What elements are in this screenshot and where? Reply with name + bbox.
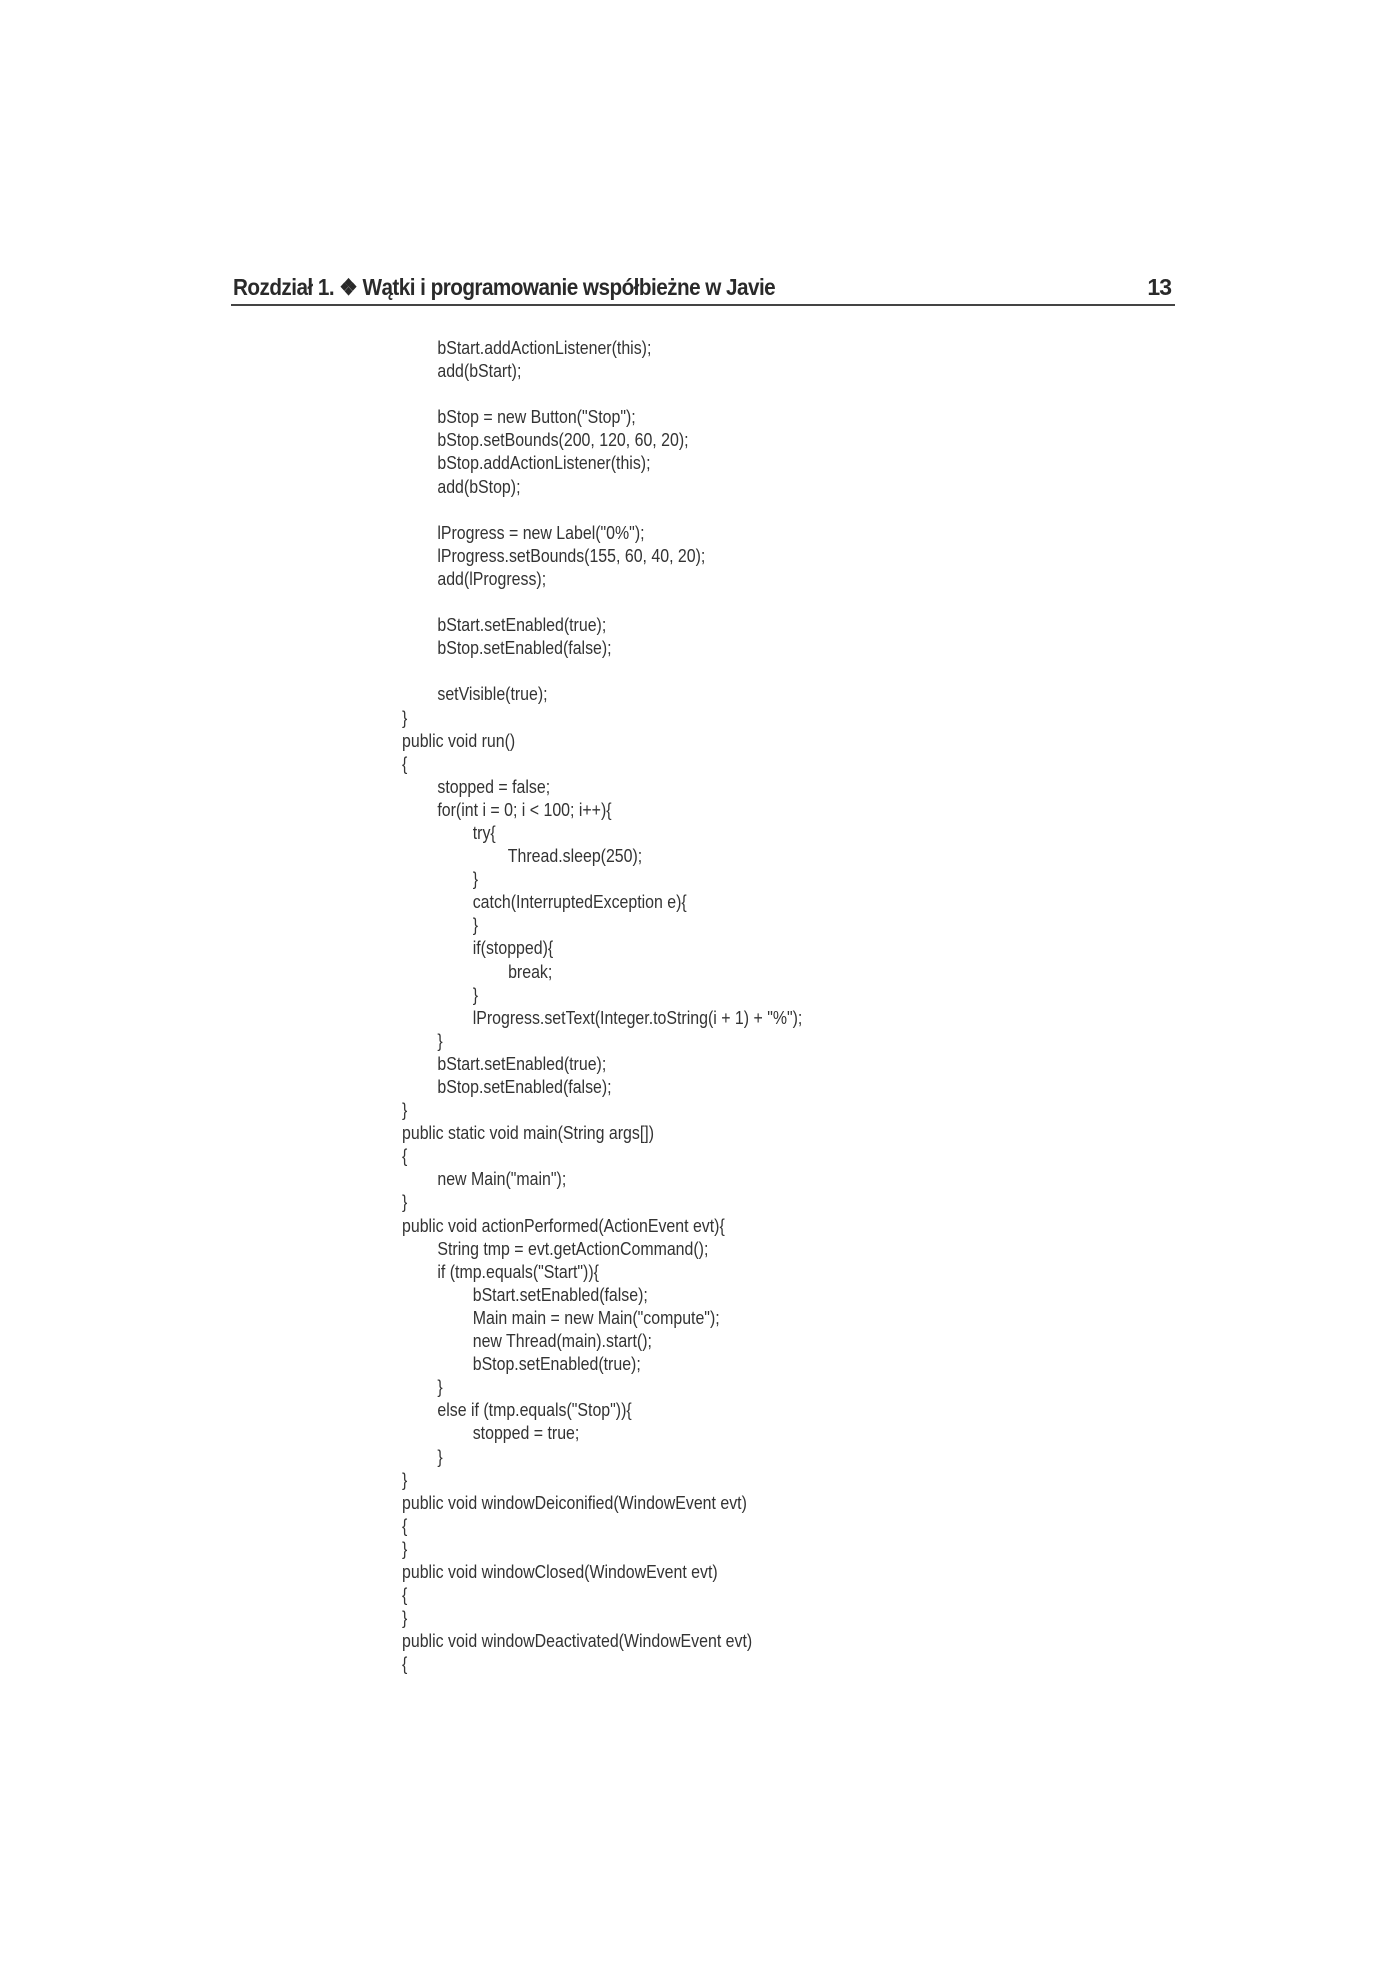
code-line: { <box>402 1514 408 1536</box>
code-line: bStop.setEnabled(false); <box>402 637 612 659</box>
code-line: String tmp = evt.getActionCommand(); <box>402 1237 709 1259</box>
code-line: lProgress = new Label("0%"); <box>402 521 645 543</box>
code-line <box>402 590 802 613</box>
code-line: } <box>402 1376 443 1398</box>
code-line: } <box>402 706 408 728</box>
code-line: try{ <box>402 821 496 843</box>
code-line: bStart.setEnabled(true); <box>402 614 607 636</box>
code-line: } <box>402 1029 443 1051</box>
code-line: } <box>402 868 479 890</box>
code-line: } <box>402 1099 408 1121</box>
code-line: bStop.setBounds(200, 120, 60, 20); <box>402 429 689 451</box>
code-line: { <box>402 1145 408 1167</box>
code-line: else if (tmp.equals("Stop")){ <box>402 1399 632 1421</box>
code-line: add(lProgress); <box>402 567 547 589</box>
code-line: if (tmp.equals("Start")){ <box>402 1260 599 1282</box>
code-line: { <box>402 1584 408 1606</box>
code-line: new Main("main"); <box>402 1168 567 1190</box>
code-line: bStop = new Button("Stop"); <box>402 406 636 428</box>
code-line: } <box>402 1468 408 1490</box>
code-line: add(bStop); <box>402 475 521 497</box>
code-line <box>402 382 802 405</box>
code-line: if(stopped){ <box>402 937 554 959</box>
chapter-title: Rozdział 1. ❖ Wątki i programowanie współbieżne w Javie <box>233 274 776 300</box>
code-line: for(int i = 0; i < 100; i++){ <box>402 798 612 820</box>
code-line: } <box>402 1191 408 1213</box>
code-line: } <box>402 1537 408 1559</box>
code-listing <box>402 336 868 1675</box>
code-line: Thread.sleep(250); <box>402 845 643 867</box>
code-line: lProgress.setBounds(155, 60, 40, 20); <box>402 544 706 566</box>
running-header <box>231 270 1175 306</box>
code-line: bStart.setEnabled(true); <box>402 1052 607 1074</box>
code-line: bStop.setEnabled(true); <box>402 1353 641 1375</box>
code-line: public void windowDeiconified(WindowEvent evt) <box>402 1491 747 1513</box>
code-line: } <box>402 1445 443 1467</box>
code-line <box>402 659 802 682</box>
code-line: Main main = new Main("compute"); <box>402 1306 720 1328</box>
code-line: } <box>402 914 479 936</box>
code-line: new Thread(main).start(); <box>402 1330 652 1352</box>
code-line: stopped = true; <box>402 1422 580 1444</box>
code-line: { <box>402 1653 408 1675</box>
code-line: public void windowClosed(WindowEvent evt) <box>402 1560 718 1582</box>
code-line: public void windowDeactivated(WindowEvent evt) <box>402 1630 753 1652</box>
code-line: lProgress.setText(Integer.toString(i + 1) + "%"); <box>402 1006 803 1028</box>
code-line: { <box>402 752 408 774</box>
code-line: catch(InterruptedException e){ <box>402 891 687 913</box>
code-line: stopped = false; <box>402 775 551 797</box>
code-line: public void actionPerformed(ActionEvent evt){ <box>402 1214 725 1236</box>
code-line: bStop.setEnabled(false); <box>402 1076 612 1097</box>
code-line: break; <box>402 960 553 982</box>
page-number: 13 <box>1147 274 1171 300</box>
code-line: bStop.addActionListener(this); <box>402 452 651 474</box>
code-line: bStart.addActionListener(this); <box>402 337 652 358</box>
code-line <box>402 498 802 521</box>
code-line: add(bStart); <box>402 360 522 382</box>
code-line: public void run() <box>402 729 516 751</box>
code-line: } <box>402 983 479 1005</box>
code-line: public static void main(String args[]) <box>402 1122 655 1144</box>
code-line: } <box>402 1607 408 1629</box>
code-line: setVisible(true); <box>402 683 548 705</box>
code-line: bStart.setEnabled(false); <box>402 1283 648 1305</box>
